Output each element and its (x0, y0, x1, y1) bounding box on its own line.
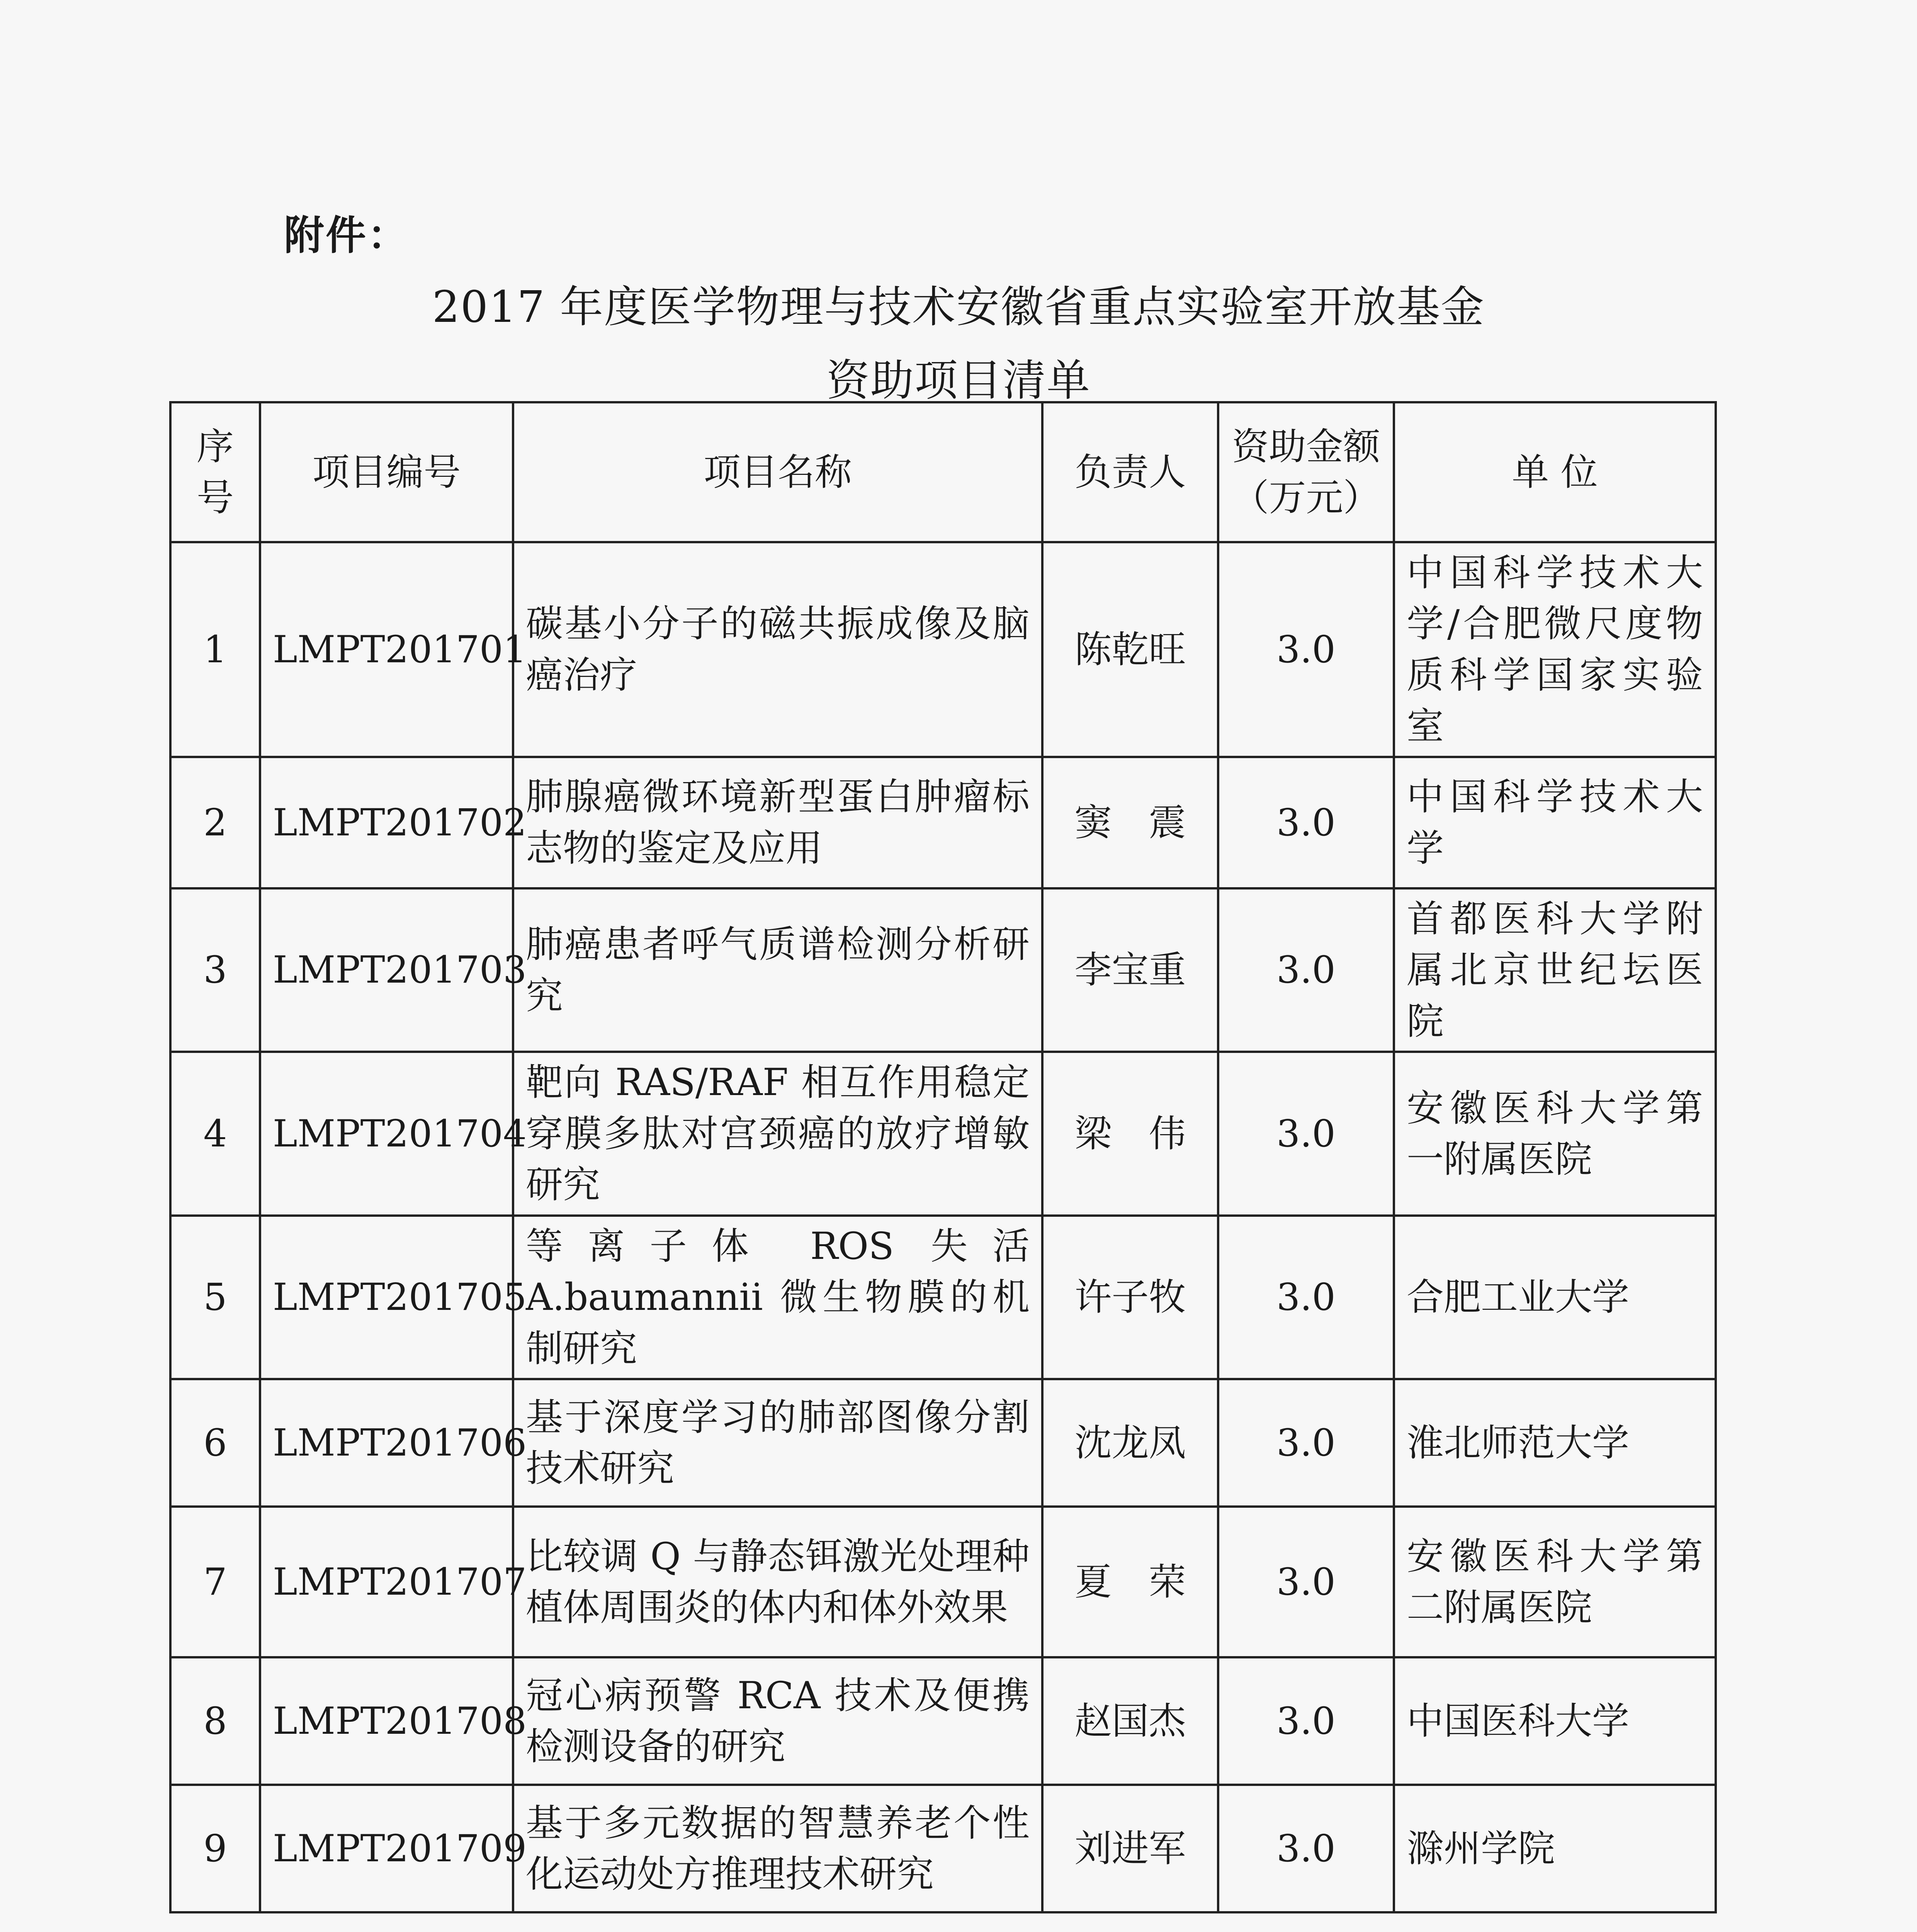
row-project-code: LMPT201703 (260, 888, 513, 1052)
row-project-name: 碳基小分子的磁共振成像及脑癌治疗 (513, 542, 1042, 757)
row-principal-investigator: 窦 震 (1042, 757, 1218, 888)
header-unit: 单 位 (1394, 402, 1716, 542)
table-row (170, 757, 1716, 888)
row-project-code: LMPT201702 (260, 757, 513, 888)
row-institution: 中国科学技术大学 (1394, 757, 1716, 888)
table-row (170, 1785, 1716, 1912)
row-institution: 中国医科大学 (1394, 1657, 1716, 1785)
row-project-code: LMPT201707 (260, 1507, 513, 1657)
header-pi: 负责人 (1042, 402, 1218, 542)
row-principal-investigator: 李宝重 (1042, 888, 1218, 1052)
row-principal-investigator: 沈龙凤 (1042, 1379, 1218, 1507)
row-principal-investigator: 刘进军 (1042, 1785, 1218, 1912)
row-institution: 中国科学技术大学/合肥微尺度物质科学国家实验室 (1394, 542, 1716, 757)
row-principal-investigator: 赵国杰 (1042, 1657, 1218, 1785)
row-funding-amount: 3.0 (1218, 1507, 1394, 1657)
row-project-name: 基于深度学习的肺部图像分割技术研究 (513, 1379, 1042, 1507)
row-institution: 首都医科大学附属北京世纪坛医院 (1394, 888, 1716, 1052)
row-project-name: 肺腺癌微环境新型蛋白肿瘤标志物的鉴定及应用 (513, 757, 1042, 888)
row-seq: 7 (170, 1507, 260, 1657)
row-project-name: 肺癌患者呼气质谱检测分析研究 (513, 888, 1042, 1052)
row-project-code: LMPT201705 (260, 1216, 513, 1379)
row-seq: 2 (170, 757, 260, 888)
header-code: 项目编号 (260, 402, 513, 542)
row-project-code: LMPT201704 (260, 1052, 513, 1215)
row-project-code: LMPT201708 (260, 1657, 513, 1785)
row-project-name: 比较调 Q 与静态铒激光处理种植体周围炎的体内和体外效果 (513, 1507, 1042, 1657)
row-seq: 8 (170, 1657, 260, 1785)
row-institution: 淮北师范大学 (1394, 1379, 1716, 1507)
row-project-name: 冠心病预警 RCA 技术及便携检测设备的研究 (513, 1657, 1042, 1785)
table-row (170, 1507, 1716, 1657)
row-seq: 9 (170, 1785, 260, 1912)
row-seq: 3 (170, 888, 260, 1052)
row-funding-amount: 3.0 (1218, 1785, 1394, 1912)
row-funding-amount: 3.0 (1218, 542, 1394, 757)
row-funding-amount: 3.0 (1218, 1379, 1394, 1507)
row-project-code: LMPT201709 (260, 1785, 513, 1912)
table-row (170, 1216, 1716, 1379)
row-institution: 合肥工业大学 (1394, 1216, 1716, 1379)
funding-table (169, 401, 1717, 1913)
row-principal-investigator: 夏 荣 (1042, 1507, 1218, 1657)
row-seq: 6 (170, 1379, 260, 1507)
row-funding-amount: 3.0 (1218, 1657, 1394, 1785)
table-row (170, 1052, 1716, 1215)
table-row (170, 542, 1716, 757)
header-amount: 资助金额（万元） (1218, 402, 1394, 542)
document-title: 2017 年度医学物理与技术安徽省重点实验室开放基金 (432, 282, 1485, 332)
table-row (170, 888, 1716, 1052)
row-institution: 滁州学院 (1394, 1785, 1716, 1912)
row-funding-amount: 3.0 (1218, 757, 1394, 888)
row-funding-amount: 3.0 (1218, 1216, 1394, 1379)
row-principal-investigator: 梁 伟 (1042, 1052, 1218, 1215)
header-seq: 序号 (170, 402, 260, 542)
row-project-name: 靶向 RAS/RAF 相互作用稳定穿膜多肽对宫颈癌的放疗增敏研究 (513, 1052, 1042, 1215)
row-project-name: 基于多元数据的智慧养老个性化运动处方推理技术研究 (513, 1785, 1042, 1912)
row-principal-investigator: 许子牧 (1042, 1216, 1218, 1379)
row-principal-investigator: 陈乾旺 (1042, 542, 1218, 757)
row-seq: 4 (170, 1052, 260, 1215)
table-header-row (170, 402, 1716, 542)
row-project-code: LMPT201706 (260, 1379, 513, 1507)
table-row (170, 1657, 1716, 1785)
row-funding-amount: 3.0 (1218, 888, 1394, 1052)
row-institution: 安徽医科大学第二附属医院 (1394, 1507, 1716, 1657)
row-seq: 1 (170, 542, 260, 757)
document-subtitle: 资助项目清单 (826, 355, 1091, 406)
table-row (170, 1379, 1716, 1507)
attachment-label: 附件： (284, 212, 410, 259)
row-seq: 5 (170, 1216, 260, 1379)
row-institution: 安徽医科大学第一附属医院 (1394, 1052, 1716, 1215)
row-funding-amount: 3.0 (1218, 1052, 1394, 1215)
row-project-name: 等离子体 ROS 失活 A.baumannii 微生物膜的机制研究 (513, 1216, 1042, 1379)
header-name: 项目名称 (513, 402, 1042, 542)
row-project-code: LMPT201701 (260, 542, 513, 757)
